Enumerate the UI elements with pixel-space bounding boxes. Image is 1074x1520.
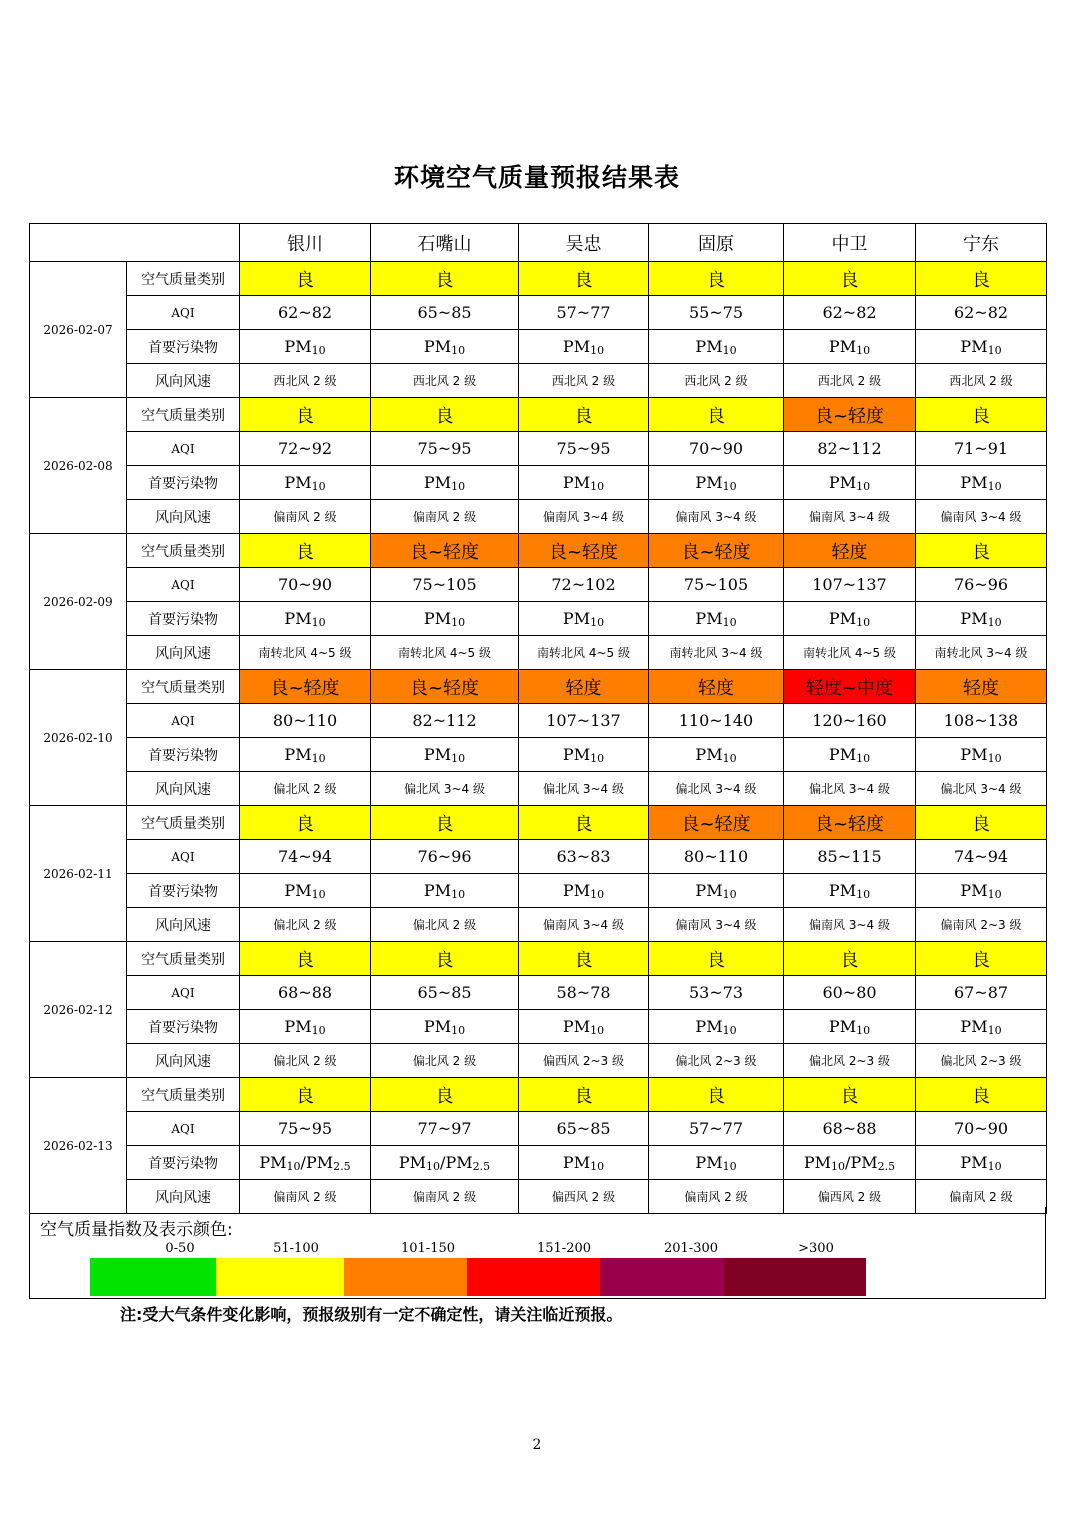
wind-cell: 偏南风 3~4 级 <box>784 500 916 534</box>
table-row <box>30 398 1047 432</box>
aqi-range-cell: 65~85 <box>519 1112 649 1146</box>
row-label: 空气质量类别 <box>127 1078 240 1112</box>
aqi-category-cell: 良 <box>519 942 649 976</box>
aqi-range-cell: 80~110 <box>649 840 784 874</box>
city-header: 中卫 <box>784 224 916 262</box>
primary-pollutant-cell: $PM_{10}$ <box>371 738 519 772</box>
aqi-range-cell: 68~88 <box>240 976 371 1010</box>
row-label: 空气质量类别 <box>127 398 240 432</box>
primary-pollutant-cell: $PM_{10}$ <box>649 738 784 772</box>
aqi-range-cell: 80~110 <box>240 704 371 738</box>
row-label: 空气质量类别 <box>127 262 240 296</box>
aqi-category-cell: 轻度 <box>784 534 916 568</box>
row-label: 风向风速 <box>127 1180 240 1214</box>
aqi-category-cell: 良 <box>784 1078 916 1112</box>
legend-range-label: 0-50 <box>165 1241 195 1256</box>
aqi-category-cell: 良 <box>371 262 519 296</box>
primary-pollutant-cell: $PM_{10}$ <box>649 1146 784 1180</box>
wind-cell: 偏南风 3~4 级 <box>649 908 784 942</box>
aqi-range-cell: 58~78 <box>519 976 649 1010</box>
aqi-category-cell: 良 <box>519 806 649 840</box>
table-row <box>30 432 1047 466</box>
primary-pollutant-cell: $PM_{10}$ <box>519 1010 649 1044</box>
row-label: 风向风速 <box>127 636 240 670</box>
primary-pollutant-cell: $PM_{10}/PM_{2.5}$ <box>240 1146 371 1180</box>
legend-swatch <box>724 1258 866 1296</box>
aqi-category-cell: 良 <box>371 398 519 432</box>
aqi-range-cell: 107~137 <box>519 704 649 738</box>
primary-pollutant-cell: $PM_{10}$ <box>371 602 519 636</box>
aqi-category-cell: 良 <box>519 1078 649 1112</box>
table-row <box>30 364 1047 398</box>
wind-cell: 西北风 2 级 <box>519 364 649 398</box>
wind-cell: 偏北风 2 级 <box>240 772 371 806</box>
primary-pollutant-cell: $PM_{10}$ <box>649 1010 784 1044</box>
aqi-range-cell: 76~96 <box>916 568 1047 602</box>
table-row <box>30 1112 1047 1146</box>
aqi-category-cell: 良 <box>371 806 519 840</box>
table-row <box>30 670 1047 704</box>
page-number: 2 <box>532 1437 542 1453</box>
primary-pollutant-cell: $PM_{10}$ <box>916 874 1047 908</box>
row-label: AQI <box>127 704 240 738</box>
primary-pollutant-cell: $PM_{10}$ <box>784 330 916 364</box>
wind-cell: 偏北风 3~4 级 <box>649 772 784 806</box>
row-label: 空气质量类别 <box>127 534 240 568</box>
primary-pollutant-cell: $PM_{10}$ <box>371 1010 519 1044</box>
primary-pollutant-cell: $PM_{10}/PM_{2.5}$ <box>784 1146 916 1180</box>
aqi-category-cell: 轻度 <box>519 670 649 704</box>
table-row <box>30 500 1047 534</box>
table-row <box>30 602 1047 636</box>
row-label: AQI <box>127 432 240 466</box>
row-label: AQI <box>127 976 240 1010</box>
wind-cell: 偏北风 3~4 级 <box>519 772 649 806</box>
table-row <box>30 976 1047 1010</box>
aqi-range-cell: 57~77 <box>519 296 649 330</box>
primary-pollutant-cell: $PM_{10}$ <box>519 874 649 908</box>
aqi-legend <box>29 1207 1046 1299</box>
city-header: 石嘴山 <box>371 224 519 262</box>
table-row <box>30 636 1047 670</box>
table-row <box>30 296 1047 330</box>
wind-cell: 西北风 2 级 <box>649 364 784 398</box>
primary-pollutant-cell: $PM_{10}$ <box>649 466 784 500</box>
table-row <box>30 738 1047 772</box>
aqi-range-cell: 76~96 <box>371 840 519 874</box>
primary-pollutant-cell: $PM_{10}$ <box>916 330 1047 364</box>
wind-cell: 偏南风 3~4 级 <box>784 908 916 942</box>
aqi-range-cell: 77~97 <box>371 1112 519 1146</box>
wind-cell: 偏西风 2 级 <box>519 1180 649 1214</box>
wind-cell: 偏南风 2 级 <box>371 1180 519 1214</box>
primary-pollutant-cell: $PM_{10}$ <box>784 738 916 772</box>
primary-pollutant-cell: $PM_{10}$ <box>240 738 371 772</box>
table-row <box>30 1146 1047 1180</box>
wind-cell: 偏北风 2~3 级 <box>916 1044 1047 1078</box>
primary-pollutant-cell: $PM_{10}$ <box>916 1146 1047 1180</box>
aqi-category-cell: 良 <box>649 398 784 432</box>
legend-swatch <box>467 1258 600 1296</box>
wind-cell: 西北风 2 级 <box>371 364 519 398</box>
aqi-range-cell: 82~112 <box>784 432 916 466</box>
wind-cell: 偏北风 3~4 级 <box>916 772 1047 806</box>
table-row <box>30 568 1047 602</box>
table-row <box>30 772 1047 806</box>
wind-cell: 偏西风 2 级 <box>784 1180 916 1214</box>
aqi-range-cell: 110~140 <box>649 704 784 738</box>
aqi-category-cell: 良~轻度 <box>649 806 784 840</box>
table-row <box>30 534 1047 568</box>
aqi-range-cell: 75~95 <box>240 1112 371 1146</box>
legend-title: 空气质量指数及表示颜色: <box>40 1220 233 1240</box>
legend-range-label: >300 <box>798 1241 834 1256</box>
aqi-range-cell: 75~95 <box>371 432 519 466</box>
wind-cell: 南转北风 4~5 级 <box>240 636 371 670</box>
primary-pollutant-cell: $PM_{10}$ <box>784 1010 916 1044</box>
table-row <box>30 806 1047 840</box>
aqi-category-cell: 良 <box>240 398 371 432</box>
aqi-range-cell: 72~102 <box>519 568 649 602</box>
aqi-category-cell: 良 <box>649 942 784 976</box>
wind-cell: 偏南风 2 级 <box>240 1180 371 1214</box>
aqi-range-cell: 70~90 <box>240 568 371 602</box>
primary-pollutant-cell: $PM_{10}$ <box>240 602 371 636</box>
aqi-category-cell: 良 <box>371 942 519 976</box>
wind-cell: 南转北风 3~4 级 <box>649 636 784 670</box>
row-label: 风向风速 <box>127 772 240 806</box>
date-cell: 2026-02-13 <box>30 1078 127 1214</box>
row-label: AQI <box>127 1112 240 1146</box>
row-label: 首要污染物 <box>127 738 240 772</box>
aqi-range-cell: 75~105 <box>649 568 784 602</box>
primary-pollutant-cell: $PM_{10}$ <box>240 330 371 364</box>
table-row <box>30 942 1047 976</box>
row-label: 风向风速 <box>127 1044 240 1078</box>
aqi-category-cell: 良~轻度 <box>519 534 649 568</box>
aqi-category-cell: 良 <box>240 806 371 840</box>
aqi-category-cell: 良 <box>240 942 371 976</box>
table-row <box>30 466 1047 500</box>
primary-pollutant-cell: $PM_{10}$ <box>371 330 519 364</box>
row-label: AQI <box>127 296 240 330</box>
aqi-range-cell: 68~88 <box>784 1112 916 1146</box>
primary-pollutant-cell: $PM_{10}$ <box>649 330 784 364</box>
aqi-range-cell: 120~160 <box>784 704 916 738</box>
row-label: 风向风速 <box>127 364 240 398</box>
row-label: 空气质量类别 <box>127 942 240 976</box>
aqi-range-cell: 57~77 <box>649 1112 784 1146</box>
row-label: 首要污染物 <box>127 1010 240 1044</box>
primary-pollutant-cell: $PM_{10}$ <box>240 466 371 500</box>
aqi-range-cell: 74~94 <box>240 840 371 874</box>
legend-range-label: 201-300 <box>663 1241 719 1256</box>
wind-cell: 偏南风 2 级 <box>916 1180 1047 1214</box>
wind-cell: 西北风 2 级 <box>916 364 1047 398</box>
date-cell: 2026-02-08 <box>30 398 127 534</box>
aqi-range-cell: 53~73 <box>649 976 784 1010</box>
primary-pollutant-cell: $PM_{10}$ <box>784 602 916 636</box>
row-label: 空气质量类别 <box>127 670 240 704</box>
corner-cell <box>30 224 240 262</box>
primary-pollutant-cell: $PM_{10}$ <box>649 874 784 908</box>
wind-cell: 偏南风 2 级 <box>240 500 371 534</box>
primary-pollutant-cell: $PM_{10}$ <box>649 602 784 636</box>
legend-swatch <box>344 1258 467 1296</box>
primary-pollutant-cell: $PM_{10}$ <box>916 1010 1047 1044</box>
aqi-range-cell: 63~83 <box>519 840 649 874</box>
wind-cell: 南转北风 3~4 级 <box>916 636 1047 670</box>
city-header: 固原 <box>649 224 784 262</box>
aqi-range-cell: 85~115 <box>784 840 916 874</box>
row-label: 风向风速 <box>127 908 240 942</box>
wind-cell: 偏南风 3~4 级 <box>916 500 1047 534</box>
table-row <box>30 330 1047 364</box>
aqi-category-cell: 良 <box>240 534 371 568</box>
wind-cell: 偏北风 2 级 <box>240 908 371 942</box>
wind-cell: 偏南风 3~4 级 <box>649 500 784 534</box>
primary-pollutant-cell: $PM_{10}/PM_{2.5}$ <box>371 1146 519 1180</box>
row-label: 首要污染物 <box>127 874 240 908</box>
date-cell: 2026-02-12 <box>30 942 127 1078</box>
aqi-range-cell: 65~85 <box>371 976 519 1010</box>
city-header: 宁东 <box>916 224 1047 262</box>
wind-cell: 南转北风 4~5 级 <box>784 636 916 670</box>
aqi-range-cell: 67~87 <box>916 976 1047 1010</box>
aqi-range-cell: 75~105 <box>371 568 519 602</box>
aqi-category-cell: 良 <box>916 262 1047 296</box>
legend-range-label: 101-150 <box>400 1241 456 1256</box>
wind-cell: 偏南风 3~4 级 <box>519 500 649 534</box>
forecast-table <box>29 223 1047 1214</box>
aqi-category-cell: 良~轻度 <box>371 534 519 568</box>
row-label: 首要污染物 <box>127 466 240 500</box>
city-header: 吴忠 <box>519 224 649 262</box>
aqi-category-cell: 轻度 <box>649 670 784 704</box>
aqi-category-cell: 轻度~中度 <box>784 670 916 704</box>
primary-pollutant-cell: $PM_{10}$ <box>916 466 1047 500</box>
table-row <box>30 1044 1047 1078</box>
date-cell: 2026-02-07 <box>30 262 127 398</box>
aqi-range-cell: 74~94 <box>916 840 1047 874</box>
primary-pollutant-cell: $PM_{10}$ <box>371 466 519 500</box>
row-label: 首要污染物 <box>127 602 240 636</box>
row-label: AQI <box>127 840 240 874</box>
aqi-category-cell: 良 <box>784 942 916 976</box>
wind-cell: 南转北风 4~5 级 <box>371 636 519 670</box>
primary-pollutant-cell: $PM_{10}$ <box>784 874 916 908</box>
aqi-range-cell: 71~91 <box>916 432 1047 466</box>
table-row <box>30 704 1047 738</box>
date-cell: 2026-02-10 <box>30 670 127 806</box>
table-row <box>30 1010 1047 1044</box>
legend-swatch <box>216 1258 344 1296</box>
row-label: 空气质量类别 <box>127 806 240 840</box>
aqi-range-cell: 82~112 <box>371 704 519 738</box>
aqi-range-cell: 70~90 <box>649 432 784 466</box>
aqi-category-cell: 良 <box>649 262 784 296</box>
row-label: AQI <box>127 568 240 602</box>
table-row <box>30 874 1047 908</box>
legend-swatch <box>90 1258 216 1296</box>
header-row <box>30 224 1047 262</box>
aqi-range-cell: 107~137 <box>784 568 916 602</box>
city-header: 银川 <box>240 224 371 262</box>
wind-cell: 偏西风 2~3 级 <box>519 1044 649 1078</box>
aqi-category-cell: 良 <box>784 262 916 296</box>
primary-pollutant-cell: $PM_{10}$ <box>916 602 1047 636</box>
aqi-range-cell: 62~82 <box>916 296 1047 330</box>
wind-cell: 偏南风 2 级 <box>371 500 519 534</box>
aqi-category-cell: 轻度 <box>916 670 1047 704</box>
primary-pollutant-cell: $PM_{10}$ <box>519 1146 649 1180</box>
aqi-range-cell: 75~95 <box>519 432 649 466</box>
aqi-category-cell: 良~轻度 <box>649 534 784 568</box>
primary-pollutant-cell: $PM_{10}$ <box>519 738 649 772</box>
aqi-category-cell: 良~轻度 <box>784 398 916 432</box>
aqi-range-cell: 62~82 <box>784 296 916 330</box>
row-label: 首要污染物 <box>127 1146 240 1180</box>
aqi-category-cell: 良 <box>371 1078 519 1112</box>
aqi-category-cell: 良 <box>519 262 649 296</box>
aqi-category-cell: 良 <box>916 534 1047 568</box>
page-title: 环境空气质量预报结果表 <box>393 163 680 192</box>
wind-cell: 偏南风 2~3 级 <box>916 908 1047 942</box>
primary-pollutant-cell: $PM_{10}$ <box>240 874 371 908</box>
wind-cell: 偏南风 2 级 <box>649 1180 784 1214</box>
table-row <box>30 908 1047 942</box>
wind-cell: 南转北风 4~5 级 <box>519 636 649 670</box>
row-label: 风向风速 <box>127 500 240 534</box>
primary-pollutant-cell: $PM_{10}$ <box>916 738 1047 772</box>
primary-pollutant-cell: $PM_{10}$ <box>371 874 519 908</box>
aqi-range-cell: 55~75 <box>649 296 784 330</box>
wind-cell: 偏北风 2 级 <box>371 1044 519 1078</box>
aqi-range-cell: 108~138 <box>916 704 1047 738</box>
aqi-category-cell: 良 <box>519 398 649 432</box>
aqi-category-cell: 良~轻度 <box>784 806 916 840</box>
aqi-range-cell: 62~82 <box>240 296 371 330</box>
table-row <box>30 1078 1047 1112</box>
wind-cell: 偏北风 2 级 <box>371 908 519 942</box>
wind-cell: 西北风 2 级 <box>784 364 916 398</box>
wind-cell: 偏北风 2~3 级 <box>649 1044 784 1078</box>
aqi-range-cell: 70~90 <box>916 1112 1047 1146</box>
wind-cell: 偏北风 2 级 <box>240 1044 371 1078</box>
aqi-category-cell: 良 <box>916 942 1047 976</box>
wind-cell: 偏南风 3~4 级 <box>519 908 649 942</box>
aqi-range-cell: 72~92 <box>240 432 371 466</box>
legend-range-label: 51-100 <box>273 1241 319 1256</box>
legend-swatch <box>600 1258 724 1296</box>
aqi-category-cell: 良 <box>916 806 1047 840</box>
row-label: 首要污染物 <box>127 330 240 364</box>
primary-pollutant-cell: $PM_{10}$ <box>240 1010 371 1044</box>
aqi-range-cell: 65~85 <box>371 296 519 330</box>
primary-pollutant-cell: $PM_{10}$ <box>784 466 916 500</box>
wind-cell: 偏北风 3~4 级 <box>784 772 916 806</box>
aqi-category-cell: 良 <box>916 398 1047 432</box>
wind-cell: 偏北风 3~4 级 <box>371 772 519 806</box>
date-cell: 2026-02-09 <box>30 534 127 670</box>
wind-cell: 西北风 2 级 <box>240 364 371 398</box>
aqi-category-cell: 良 <box>649 1078 784 1112</box>
aqi-category-cell: 良~轻度 <box>240 670 371 704</box>
wind-cell: 偏北风 2~3 级 <box>784 1044 916 1078</box>
legend-range-label: 151-200 <box>536 1241 592 1256</box>
aqi-category-cell: 良 <box>240 1078 371 1112</box>
aqi-category-cell: 良 <box>916 1078 1047 1112</box>
aqi-range-cell: 60~80 <box>784 976 916 1010</box>
aqi-category-cell: 良 <box>240 262 371 296</box>
primary-pollutant-cell: $PM_{10}$ <box>519 466 649 500</box>
aqi-category-cell: 良~轻度 <box>371 670 519 704</box>
table-row <box>30 262 1047 296</box>
table-row <box>30 840 1047 874</box>
forecast-note: 注:受大气条件变化影响，预报级别有一定不确定性，请关注临近预报。 <box>120 1305 623 1324</box>
primary-pollutant-cell: $PM_{10}$ <box>519 602 649 636</box>
date-cell: 2026-02-11 <box>30 806 127 942</box>
primary-pollutant-cell: $PM_{10}$ <box>519 330 649 364</box>
